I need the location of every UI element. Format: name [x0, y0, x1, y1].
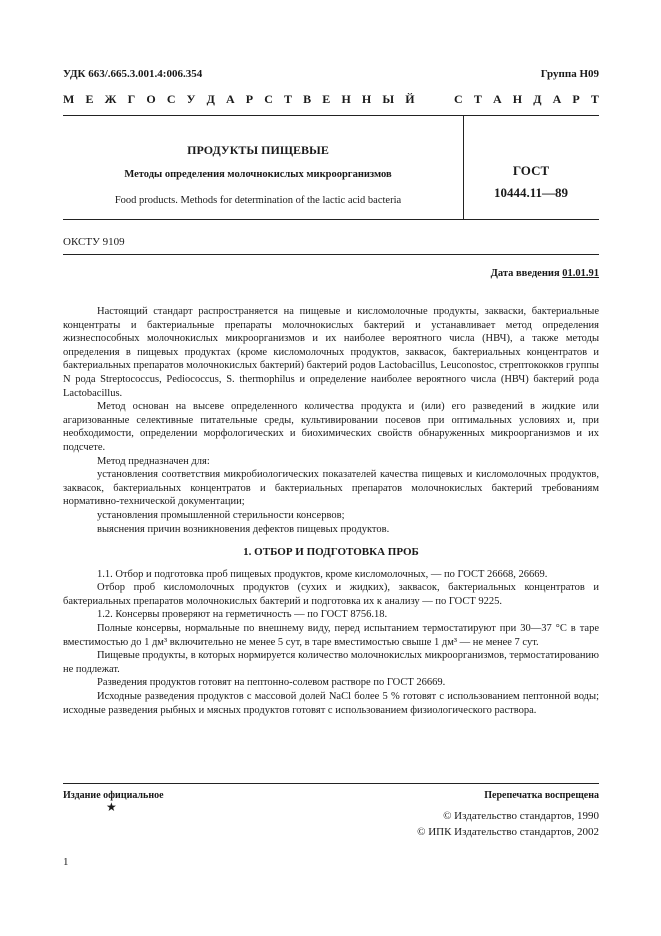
english-title: Food products. Methods for determination of the lactic acid bacteria — [114, 195, 402, 206]
oksty-divider — [63, 254, 599, 255]
paragraph-purpose: Метод предназначен для: — [97, 455, 210, 467]
banner-letter: С — [264, 92, 273, 106]
banner-letter: Т — [473, 92, 482, 106]
document-title: ПРОДУКТЫ ПИЩЕВЫЕ — [187, 143, 329, 157]
clause-1-2-d: Разведения продуктов готовят на пептонно-солевом растворе по ГОСТ 26669. — [97, 677, 446, 689]
footer-divider — [63, 783, 599, 784]
copyright-2002: © ИПК Издательство стандартов, 2002 — [417, 826, 599, 838]
banner-letter: Н — [512, 92, 523, 106]
banner-letter: Т — [590, 92, 599, 106]
document-subtitle: Методы определения молочнокислых микроорганизмов — [124, 169, 392, 180]
clause-1-2-b: Полные консервы, нормальные по внешнему виду, перед испытанием термостатируют при 30—37 °С в таре вместимостью до 1 дм³ включительно не менее 5 сут, в таре вместимостью свыше 1 дм³ — не менее 7 сут. — [63, 623, 599, 648]
clause-1-2: 1.2. Консервы проверяют на герметичность — по ГОСТ 8756.18. — [97, 609, 388, 621]
title-block — [63, 115, 461, 217]
paragraph-purpose-3: выяснения причин возникновения дефектов пищевых продуктов. — [97, 523, 390, 535]
banner-letter: Е — [322, 92, 331, 106]
page-number: 1 — [63, 856, 69, 868]
introduction-date — [491, 268, 599, 279]
banner-letter: Г — [127, 92, 136, 106]
group-code: Группа Н09 — [540, 68, 599, 80]
banner-letter: С — [454, 92, 463, 106]
oksty-code: ОКСТУ 9109 — [63, 236, 125, 248]
standard-banner — [63, 92, 599, 107]
banner-letter: А — [552, 92, 562, 106]
banner-letter: Ы — [382, 92, 395, 106]
banner-letter: А — [225, 92, 235, 106]
banner-letter: С — [166, 92, 176, 106]
reprint-notice: Перепечатка воспрещена — [484, 790, 599, 801]
banner-letter: А — [492, 92, 502, 106]
gost-number: 10444.11—89 — [493, 185, 569, 200]
clause-1-2-c: Пищевые продукты, в которых нормируется количество молочнокислых микроорганизмов, термостатированию не подлежат. — [63, 650, 599, 675]
mid-divider — [63, 219, 599, 220]
clause-1-1-b: Отбор проб кисломолочных продуктов (сухих и жидких), заквасок, бактериальных концентратов и бактериальных препаратов молочнокислых бактерий и подготовка их к анализу — по ГОСТ 9225. — [63, 582, 599, 607]
paragraph-purpose-1: установления соответствия микробиологических показателей качества пищевых и кисломолочных продуктов, заквасок, бактериальных концентратов и бактериальных препаратов молочнокислых бактерий требованиям нормативно-технической документации; — [63, 469, 599, 508]
banner-letter: Д — [206, 92, 215, 106]
gost-label: ГОСТ — [512, 163, 550, 178]
banner-letter: Й — [405, 92, 415, 106]
paragraph-scope: Настоящий стандарт распространяется на пищевые и кисломолочные продукты, закваски, бактериальные концентраты и бактериальные препараты молочнокислых бактерий и устанавливает метод определения жизнеспособных молочнокислых микроорганизмов и их наиболее вероятного числа (НВЧ), а также методы определения в пищевых продуктах (кроме кисломолочных продуктов, заквасок, бактериальных концентратов и бактериальных препаратов молочнокислых бактерий) бактерий родов Lactobacillus, Leuconostoc, стрептококков группы N рода Streptococcus, Pediococcus, S. thermophilus и определение наиболее вероятного числа (НВЧ) бактерий рода Lactobacillus. — [63, 306, 599, 399]
banner-letter: О — [146, 92, 156, 106]
date-value: 01.01.91 — [562, 268, 599, 279]
date-label: Дата введения — [490, 268, 560, 279]
section-heading: 1. ОТБОР И ПОДГОТОВКА ПРОБ — [243, 546, 419, 559]
banner-letter: Н — [341, 92, 351, 106]
banner-letter: М — [63, 92, 75, 106]
paragraph-method: Метод основан на высеве определенного количества продукта и (или) его разведений в жидкие или агаризованные селективные питательные среды, культивировании посевов при оптимальных условиях и, при необходимости, определении морфологических и биохимических свойств обнаруженных микроорганизмов и их подсчете. — [63, 401, 599, 453]
official-edition: Издание официальное — [63, 790, 164, 801]
udk-code: УДК 663/.665.3.001.4:006.354 — [63, 68, 203, 80]
banner-letter: Т — [284, 92, 293, 106]
banner-letter: Р — [245, 92, 254, 106]
clause-1-2-e: Исходные разведения продуктов с массовой долей NaCl более 5 % готовят с использованием пептонной воды; исходные разведения рыбных и мясных продуктов готовят с использованием физиологического раствора. — [63, 691, 599, 716]
banner-letter: Н — [361, 92, 372, 106]
banner-letter: В — [303, 92, 312, 106]
banner-letter: Ж — [104, 92, 117, 106]
banner-letter — [426, 92, 429, 107]
paragraph-purpose-2: установления промышленной стерильности консервов; — [97, 509, 345, 521]
banner-letter: Д — [533, 92, 542, 106]
copyright-1990: © Издательство стандартов, 1990 — [443, 810, 599, 822]
banner-letter: Е — [85, 92, 94, 106]
document-body — [63, 305, 599, 717]
clause-1-1: 1.1. Отбор и подготовка проб пищевых продуктов, кроме кисломолочных, — по ГОСТ 26668, 26669. — [97, 568, 548, 580]
star-icon: ★ — [106, 800, 117, 814]
banner-letter — [440, 92, 443, 107]
banner-letter: У — [186, 92, 196, 106]
banner-letter: Р — [572, 92, 580, 106]
